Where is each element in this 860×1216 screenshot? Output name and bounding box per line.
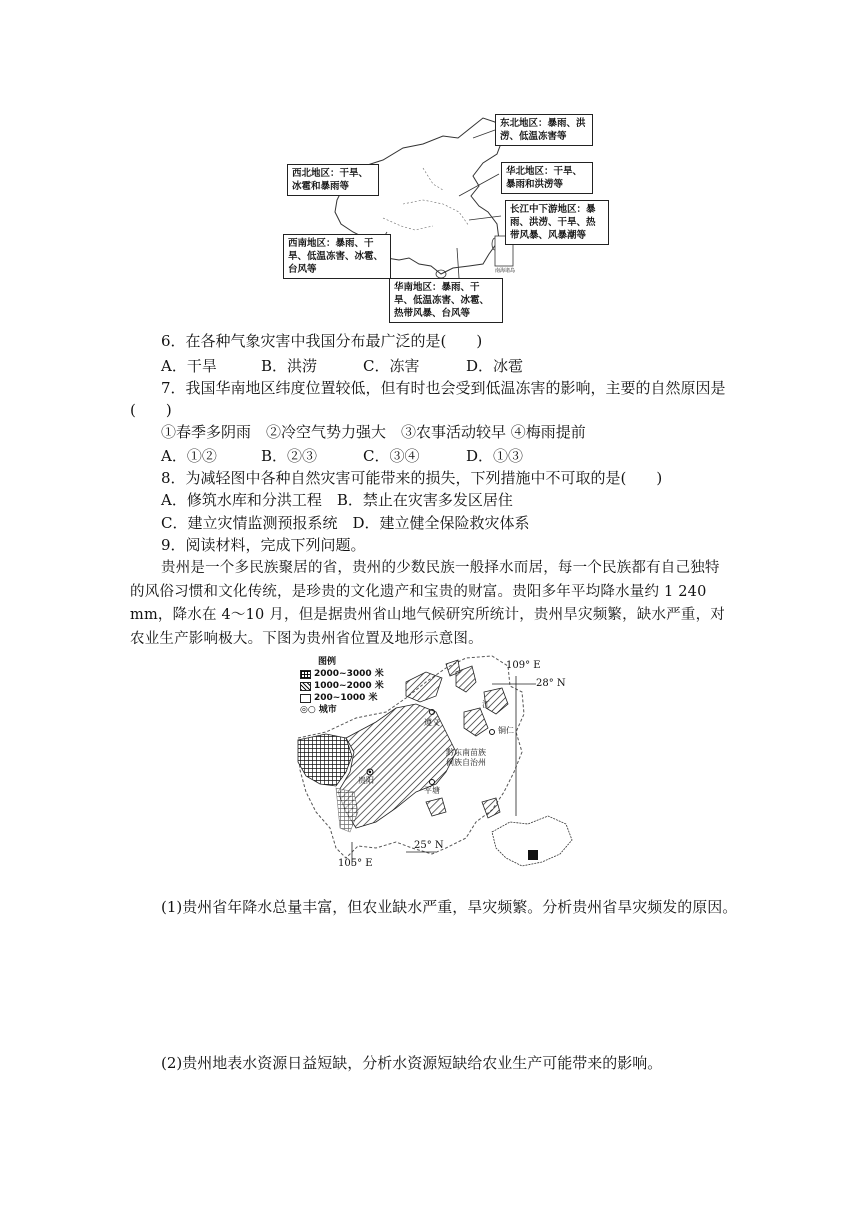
q6-option-d: D．冰雹: [466, 357, 524, 375]
q9-material-line1: 贵州是一个多民族聚居的省，贵州的少数民族一般择水而居，每一个民族都有自己独特: [161, 560, 720, 576]
place-tongren: 铜仁: [498, 726, 514, 735]
blank-swatch: [300, 694, 311, 703]
legend-item-2000-3000: [300, 668, 392, 680]
place-jiang: 江: [482, 700, 490, 709]
legend-label: 200~1000 米: [314, 693, 378, 703]
q9-material: [130, 557, 730, 651]
lat-28-label: 28° N: [536, 678, 566, 689]
legend-label: 2000~3000 米: [314, 669, 384, 679]
northeast-box: 东北地区：暴雨、洪涝、低温冻害等: [495, 114, 593, 146]
place-zunyi: 遵义: [424, 718, 440, 727]
q9-material-line4: 农业生产影响极大。下图为贵州省位置及地形示意图。: [130, 630, 483, 647]
lon-105-label: 105° E: [338, 858, 373, 869]
q7-option-b: B．②③: [261, 447, 318, 465]
place-pingtang: 平塘: [424, 786, 440, 795]
q8-stem: 8．为减轻图中各种自然灾害可能带来的损失，下列措施中不可取的是( ): [161, 469, 663, 487]
north-box: 华北地区：干旱、暴雨和洪涝等: [501, 162, 593, 194]
legend-item-city: [300, 704, 392, 716]
yangtze-box: 长江中下游地区：暴雨、洪涝、干旱、热带风暴、风暴潮等: [505, 200, 609, 245]
q6-stem: 6．在各种气象灾害中我国分布最广泛的是( ): [161, 332, 483, 350]
q9-sub2: (2)贵州地表水资源日益短缺，分析水资源短缺给农业生产可能带来的影响。: [161, 1054, 663, 1072]
lat-25-label: 25° N: [414, 840, 444, 851]
map-legend: [300, 656, 392, 716]
place-guiyang: 贵阳: [358, 776, 374, 785]
south-box: 华南地区：暴雨、干旱、低温冻害、冰雹、热带风暴、台风等: [389, 278, 503, 323]
q7-option-c: C．③④: [363, 447, 420, 465]
guizhou-terrain-map: [296, 652, 576, 874]
legend-label: 城市: [318, 705, 337, 715]
q7-option-d: D．①③: [466, 447, 524, 465]
q8-options-row2: C．建立灾情监测预报系统 D．建立健全保险救灾体系: [161, 514, 530, 532]
grid-swatch: [300, 670, 311, 679]
legend-item-200-1000: [300, 692, 392, 704]
southwest-box: 西南地区：暴雨、干旱、低温冻害、冰雹、台风等: [283, 234, 391, 279]
lon-109-label: 109° E: [506, 660, 541, 671]
q7-stem-line1: 7．我国华南地区纬度位置较低，但有时也会受到低温冻害的影响，主要的自然原因是: [161, 379, 726, 397]
legend-item-1000-2000: [300, 680, 392, 692]
northwest-box: 西北地区：干旱、冰雹和暴雨等: [287, 164, 379, 196]
q7-items: ①春季多阴雨 ②冷空气势力强大 ③农事活动较早 ④梅雨提前: [161, 423, 586, 441]
legend-label: 1000~2000 米: [314, 681, 384, 691]
legend-title: 图例: [318, 657, 337, 667]
inset-label: 南海诸岛: [495, 268, 516, 274]
q9-sub1: (1)贵州省年降水总量丰富，但农业缺水严重，旱灾频繁。分析贵州省旱灾频发的原因。: [161, 898, 738, 916]
q6-option-a: A．干旱: [161, 357, 217, 375]
place-qiandongnan: 黔东南苗族侗族自治州: [446, 748, 486, 767]
q9-material-line2: 的风俗习惯和文化传统，是珍贵的文化遗产和宝贵的财富。贵阳多年平均降水量约 1 240: [130, 583, 707, 600]
q6-option-c: C．冻害: [363, 357, 420, 375]
city-icon: ◎○: [300, 705, 316, 715]
q6-option-b: B．洪涝: [261, 357, 318, 375]
hatch-swatch: [300, 682, 311, 691]
q8-options-row1: A．修筑水库和分洪工程 B．禁止在灾害多发区居住: [161, 491, 513, 509]
q9-stem: 9．阅读材料，完成下列问题。: [161, 536, 366, 554]
q9-material-line3: mm，降水在 4～10 月，但是据贵州省山地气候研究所统计，贵州旱灾频繁，缺水严重，对: [130, 607, 725, 623]
china-disaster-map: [283, 108, 595, 330]
q7-option-a: A．①②: [161, 447, 217, 465]
q7-stem-line2: ( ): [130, 401, 172, 419]
